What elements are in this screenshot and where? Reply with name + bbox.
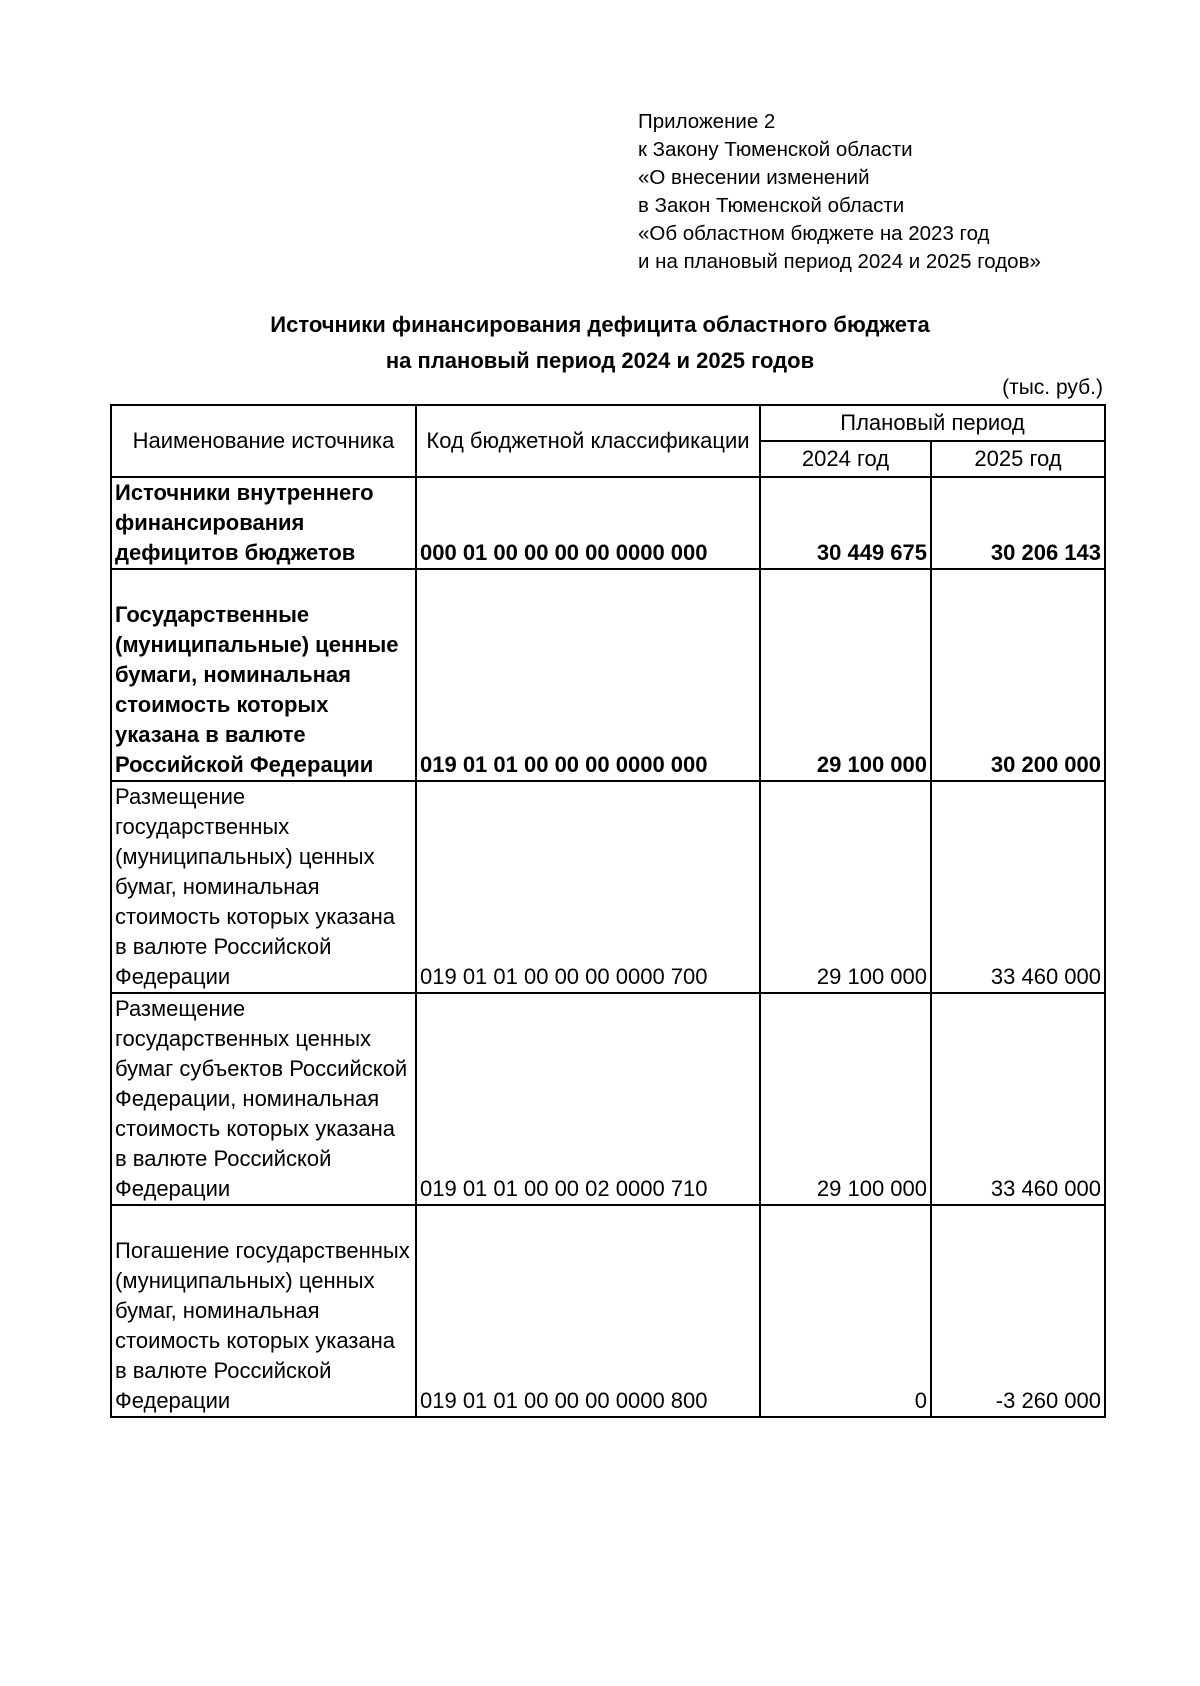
- units-label: (тыс. руб.): [1002, 376, 1103, 399]
- row-budget-code: 019 01 01 00 00 02 0000 710: [416, 993, 760, 1205]
- annex-line: в Закон Тюменской области: [638, 194, 905, 217]
- header-source-name: Наименование источника: [111, 405, 416, 477]
- row-budget-code: 019 01 01 00 00 00 0000 000: [416, 569, 760, 781]
- header-budget-code: Код бюджетной классификации: [416, 405, 760, 477]
- budget-sources-table: [110, 404, 1106, 1418]
- row-source-name: Размещение государственных (муниципальных) ценных бумаг, номинальная стоимость которых указана в валюте Российской Федерации: [111, 781, 416, 993]
- table-row: [111, 781, 1105, 993]
- header-year-2024: 2024 год: [760, 441, 931, 477]
- row-budget-code: 000 01 00 00 00 00 0000 000: [416, 477, 760, 569]
- row-budget-code: 019 01 01 00 00 00 0000 800: [416, 1205, 760, 1417]
- document-title: [0, 307, 1200, 379]
- annex-line: к Закону Тюменской области: [638, 138, 913, 161]
- row-value-2024: 30 449 675: [760, 477, 931, 569]
- table-row: [111, 1205, 1105, 1417]
- row-value-2025: 33 460 000: [931, 993, 1105, 1205]
- annex-line: «Об областном бюджете на 2023 год: [638, 222, 990, 245]
- row-budget-code: 019 01 01 00 00 00 0000 700: [416, 781, 760, 993]
- header-year-2025: 2025 год: [931, 441, 1105, 477]
- table-row: [111, 993, 1105, 1205]
- row-value-2024: 29 100 000: [760, 993, 931, 1205]
- table-row: [111, 477, 1105, 569]
- annex-reference: [638, 108, 1041, 276]
- annex-line: Приложение 2: [638, 110, 776, 133]
- header-planning-period: Плановый период: [760, 405, 1105, 441]
- row-value-2025: 30 200 000: [931, 569, 1105, 781]
- title-line-2: на плановый период 2024 и 2025 годов: [385, 348, 815, 373]
- annex-line: «О внесении изменений: [638, 166, 870, 189]
- row-source-name: Погашение государственных (муниципальных) ценных бумаг, номинальная стоимость которых указана в валюте Российской Федерации: [111, 1205, 416, 1417]
- table-row: [111, 569, 1105, 781]
- row-value-2025: -3 260 000: [931, 1205, 1105, 1417]
- row-value-2025: 33 460 000: [931, 781, 1105, 993]
- row-value-2024: 29 100 000: [760, 569, 931, 781]
- row-value-2024: 29 100 000: [760, 781, 931, 993]
- row-source-name: Государственные (муниципальные) ценные бумаги, номинальная стоимость которых указана в валюте Российской Федерации: [111, 569, 416, 781]
- row-source-name: Источники внутреннего финансирования дефицитов бюджетов: [111, 477, 416, 569]
- row-value-2024: 0: [760, 1205, 931, 1417]
- title-line-1: Источники финансирования дефицита областного бюджета: [270, 312, 930, 337]
- row-source-name: Размещение государственных ценных бумаг субъектов Российской Федерации, номинальная стоимость которых указана в валюте Российской Федерации: [111, 993, 416, 1205]
- annex-line: и на плановый период 2024 и 2025 годов»: [638, 250, 1041, 273]
- row-value-2025: 30 206 143: [931, 477, 1105, 569]
